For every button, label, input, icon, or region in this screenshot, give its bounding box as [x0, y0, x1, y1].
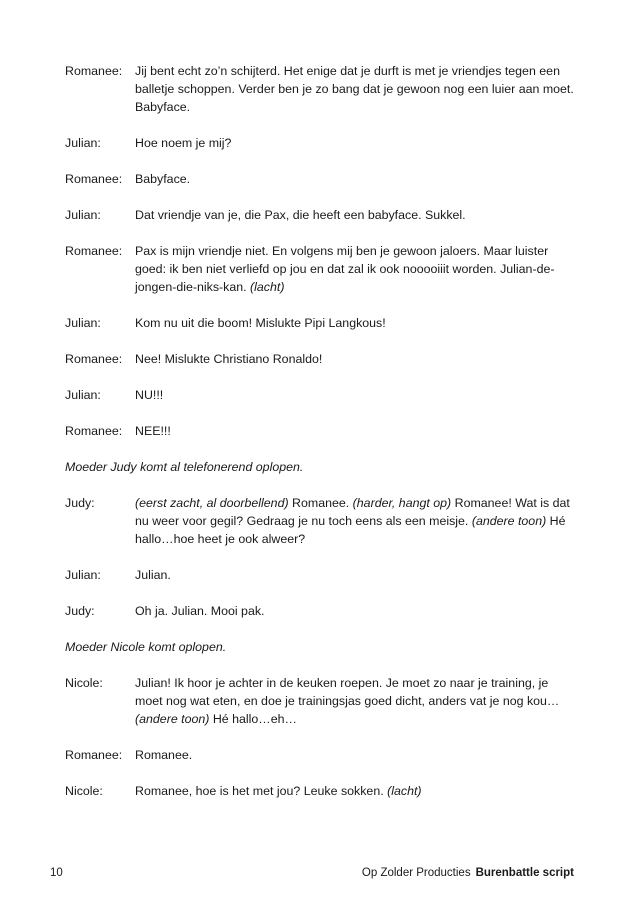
dialogue-line: [65, 206, 585, 224]
dialogue-line: [65, 242, 585, 296]
dialogue-line: [65, 170, 585, 188]
parenthetical: (eerst zacht, al doorbellend): [135, 496, 289, 510]
dialogue-fragment: Julian.: [135, 568, 171, 582]
dialogue-line: [65, 746, 585, 764]
page-footer: [362, 866, 574, 880]
dialogue-text: [135, 422, 575, 440]
footer-title: Burenbattle script: [475, 867, 574, 879]
speaker-name: Julian:: [65, 136, 101, 150]
parenthetical: (harder, hangt op): [352, 496, 452, 510]
speaker-name: Judy:: [65, 496, 95, 510]
dialogue-line: [65, 62, 585, 116]
dialogue-text: [135, 746, 575, 764]
parenthetical: (andere toon): [471, 514, 547, 528]
parenthetical: (lacht): [250, 280, 285, 294]
dialogue-fragment: Romanee! Wat is dat nu weer voor gegil? Gedraag je nu toch eens als een meisje.: [135, 496, 570, 528]
script-body: [65, 62, 585, 818]
parenthetical: (lacht): [387, 784, 422, 798]
dialogue-fragment: Pax is mijn vriendje niet. En volgens mij ben je gewoon jaloers. Maar luister goed: ik ben niet verliefd op jou en dat zal ik ook nooooiiit worden. Julian-de-jongen-die-niks-kan.: [135, 244, 555, 294]
dialogue-line: [65, 386, 585, 404]
dialogue-line: [65, 134, 585, 152]
dialogue-text: [135, 782, 575, 800]
dialogue-text: [135, 350, 575, 368]
dialogue-text: [135, 494, 575, 548]
dialogue-text: [135, 674, 575, 728]
dialogue-text: [135, 206, 575, 224]
stage-direction: Moeder Nicole komt oplopen.: [65, 640, 227, 654]
dialogue-fragment: Kom nu uit die boom! Mislukte Pipi Langkous!: [135, 316, 386, 330]
dialogue-line: [65, 314, 585, 332]
speaker-name: Julian:: [65, 388, 101, 402]
speaker-name: Julian:: [65, 208, 101, 222]
dialogue-fragment: NEE!!!: [135, 424, 171, 438]
dialogue-fragment: Romanee, hoe is het met jou? Leuke sokken.: [135, 784, 388, 798]
dialogue-fragment: Hé hallo…eh…: [209, 712, 297, 726]
dialogue-text: [135, 242, 575, 296]
dialogue-line: [65, 422, 585, 440]
speaker-name: Romanee:: [65, 352, 123, 366]
stage-direction: Moeder Judy komt al telefonerend oplopen.: [65, 460, 304, 474]
page-number: 10: [50, 867, 63, 879]
dialogue-fragment: NU!!!: [135, 388, 164, 402]
speaker-name: Romanee:: [65, 424, 123, 438]
speaker-name: Nicole:: [65, 676, 103, 690]
dialogue-text: [135, 170, 575, 188]
dialogue-text: [135, 566, 575, 584]
dialogue-fragment: Dat vriendje van je, die Pax, die heeft een babyface. Sukkel.: [135, 208, 466, 222]
speaker-name: Judy:: [65, 604, 95, 618]
speaker-name: Romanee:: [65, 748, 123, 762]
dialogue-text: [135, 62, 575, 116]
dialogue-fragment: Romanee.: [288, 496, 353, 510]
dialogue-line: [65, 494, 585, 548]
footer-publisher: Op Zolder Producties: [361, 867, 471, 879]
parenthetical: (andere toon): [135, 712, 210, 726]
dialogue-line: [65, 566, 585, 584]
speaker-name: Romanee:: [65, 64, 123, 78]
dialogue-fragment: Oh ja. Julian. Mooi pak.: [135, 604, 265, 618]
dialogue-line: [65, 782, 585, 800]
dialogue-fragment: Hé hallo…hoe heet je ook alweer?: [135, 514, 566, 546]
speaker-name: Romanee:: [65, 244, 123, 258]
dialogue-fragment: Hoe noem je mij?: [135, 136, 232, 150]
dialogue-text: [135, 314, 575, 332]
dialogue-fragment: Romanee.: [135, 748, 193, 762]
dialogue-line: [65, 350, 585, 368]
dialogue-fragment: Nee! Mislukte Christiano Ronaldo!: [135, 352, 323, 366]
speaker-name: Julian:: [65, 568, 101, 582]
dialogue-text: [135, 386, 575, 404]
dialogue-fragment: Julian! Ik hoor je achter in de keuken roepen. Je moet zo naar je training, je moet nog wat eten, en doe je trainingsjas goed dicht, anders vat je nog kou…: [135, 676, 560, 708]
dialogue-fragment: Jij bent echt zo’n schijterd. Het enige dat je durft is met je vriendjes tegen een balletje schoppen. Verder ben je zo bang dat je gewoon nog een luier aan moet. Babyface.: [135, 64, 574, 114]
dialogue-fragment: Babyface.: [135, 172, 191, 186]
dialogue-line: [65, 602, 585, 620]
speaker-name: Romanee:: [65, 172, 123, 186]
dialogue-line: [65, 674, 585, 728]
dialogue-text: [135, 602, 575, 620]
speaker-name: Julian:: [65, 316, 101, 330]
speaker-name: Nicole:: [65, 784, 103, 798]
dialogue-text: [135, 134, 575, 152]
